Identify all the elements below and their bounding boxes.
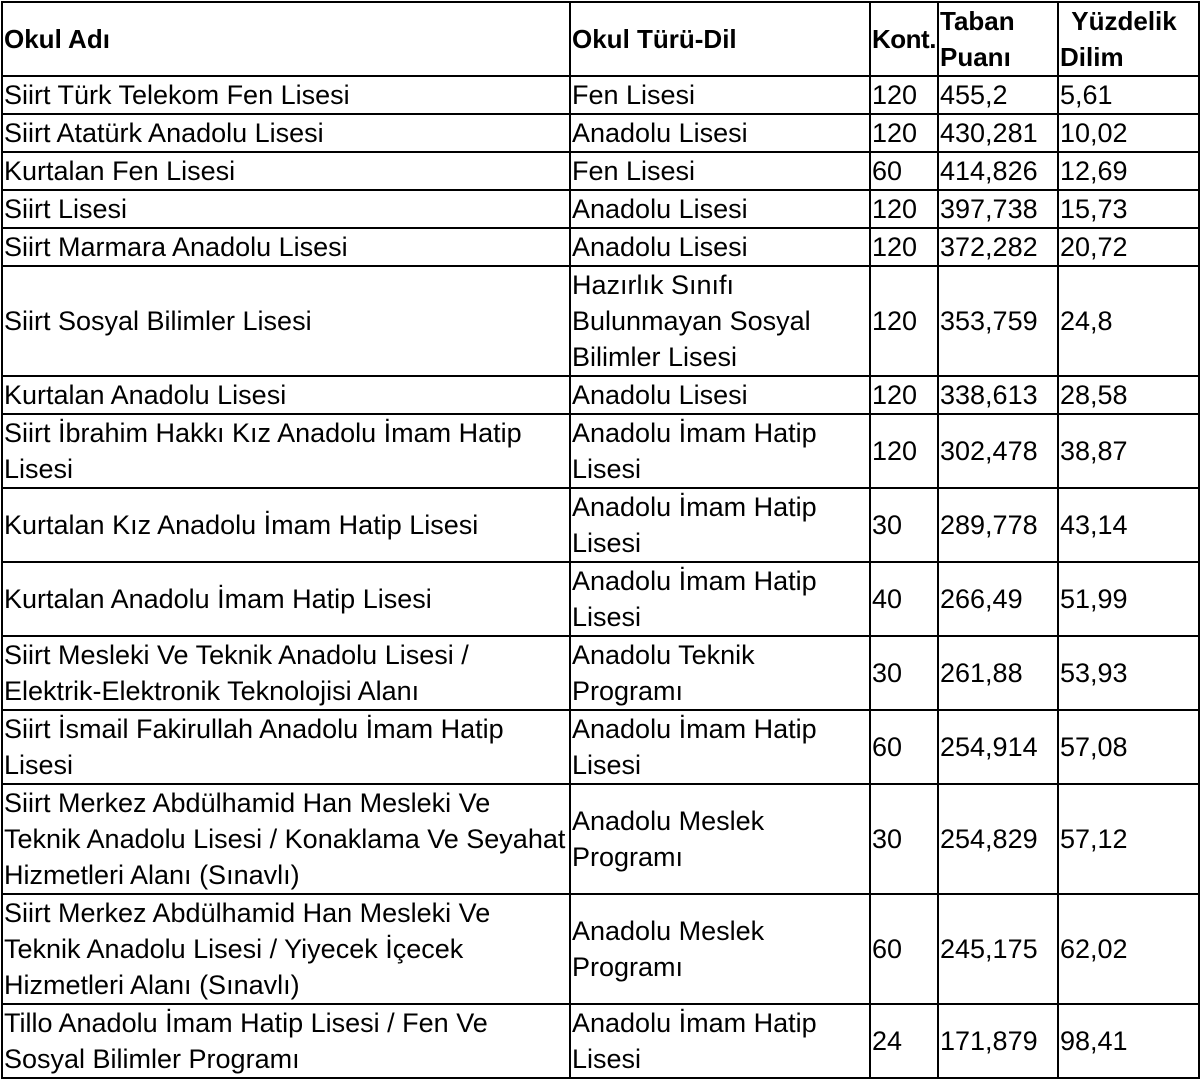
header-school-type: Okul Türü-Dil — [570, 2, 870, 76]
cell-quota: 60 — [870, 152, 938, 190]
header-row — [2, 2, 1199, 76]
table-row — [2, 190, 1199, 228]
cell-school-type: Anadolu İmam Hatip Lisesi — [570, 710, 870, 784]
table-row — [2, 266, 1199, 376]
table-row — [2, 376, 1199, 414]
cell-school-name: Kurtalan Anadolu İmam Hatip Lisesi — [2, 562, 570, 636]
cell-percentile: 57,12 — [1058, 784, 1199, 894]
table-row — [2, 414, 1199, 488]
cell-school-type: Fen Lisesi — [570, 76, 870, 114]
cell-quota: 120 — [870, 266, 938, 376]
cell-school-name: Kurtalan Anadolu Lisesi — [2, 376, 570, 414]
table-row — [2, 114, 1199, 152]
header-base-score — [938, 2, 1058, 76]
cell-percentile: 38,87 — [1058, 414, 1199, 488]
header-school-name: Okul Adı — [2, 2, 570, 76]
cell-base-score: 455,2 — [938, 76, 1058, 114]
cell-school-type: Hazırlık Sınıfı Bulunmayan Sosyal Bilimler Lisesi — [570, 266, 870, 376]
cell-school-name: Siirt Mesleki Ve Teknik Anadolu Lisesi / Elektrik-Elektronik Teknolojisi Alanı — [2, 636, 570, 710]
cell-base-score: 266,49 — [938, 562, 1058, 636]
cell-base-score: 254,829 — [938, 784, 1058, 894]
cell-school-type: Anadolu Teknik Programı — [570, 636, 870, 710]
cell-school-type: Fen Lisesi — [570, 152, 870, 190]
cell-school-type: Anadolu Lisesi — [570, 228, 870, 266]
cell-school-name: Siirt Marmara Anadolu Lisesi — [2, 228, 570, 266]
cell-school-type: Anadolu Meslek Programı — [570, 894, 870, 1004]
cell-school-type: Anadolu İmam Hatip Lisesi — [570, 562, 870, 636]
cell-percentile: 15,73 — [1058, 190, 1199, 228]
cell-base-score: 302,478 — [938, 414, 1058, 488]
cell-school-name: Siirt Merkez Abdülhamid Han Mesleki Ve Teknik Anadolu Lisesi / Yiyecek İçecek Hizmetleri Alanı (Sınavlı) — [2, 894, 570, 1004]
cell-quota: 30 — [870, 636, 938, 710]
cell-percentile: 62,02 — [1058, 894, 1199, 1004]
school-scores-table — [1, 1, 1200, 1079]
cell-quota: 120 — [870, 414, 938, 488]
cell-base-score: 414,826 — [938, 152, 1058, 190]
cell-school-name: Siirt Sosyal Bilimler Lisesi — [2, 266, 570, 376]
cell-percentile: 28,58 — [1058, 376, 1199, 414]
header-percentile-line2: Dilim — [1060, 42, 1124, 72]
table-row — [2, 1004, 1199, 1078]
cell-percentile: 5,61 — [1058, 76, 1199, 114]
header-percentile-line1: Yüzdelik — [1071, 6, 1177, 36]
header-base-score-line1: Taban — [940, 6, 1015, 36]
cell-percentile: 20,72 — [1058, 228, 1199, 266]
cell-quota: 120 — [870, 190, 938, 228]
cell-base-score: 353,759 — [938, 266, 1058, 376]
cell-percentile: 57,08 — [1058, 710, 1199, 784]
cell-percentile: 53,93 — [1058, 636, 1199, 710]
header-base-score-line2: Puanı — [940, 42, 1011, 72]
table-row — [2, 488, 1199, 562]
cell-quota: 40 — [870, 562, 938, 636]
cell-percentile: 43,14 — [1058, 488, 1199, 562]
cell-percentile: 12,69 — [1058, 152, 1199, 190]
cell-quota: 60 — [870, 710, 938, 784]
cell-base-score: 171,879 — [938, 1004, 1058, 1078]
cell-school-name: Tillo Anadolu İmam Hatip Lisesi / Fen Ve Sosyal Bilimler Programı — [2, 1004, 570, 1078]
cell-percentile: 10,02 — [1058, 114, 1199, 152]
cell-school-name: Siirt Merkez Abdülhamid Han Mesleki Ve Teknik Anadolu Lisesi / Konaklama Ve Seyahat Hizmetleri Alanı (Sınavlı) — [2, 784, 570, 894]
cell-school-type: Anadolu İmam Hatip Lisesi — [570, 488, 870, 562]
cell-school-name: Kurtalan Fen Lisesi — [2, 152, 570, 190]
cell-base-score: 261,88 — [938, 636, 1058, 710]
cell-school-type: Anadolu Lisesi — [570, 376, 870, 414]
cell-percentile: 98,41 — [1058, 1004, 1199, 1078]
cell-quota: 24 — [870, 1004, 938, 1078]
cell-school-name: Siirt İbrahim Hakkı Kız Anadolu İmam Hatip Lisesi — [2, 414, 570, 488]
table-row — [2, 562, 1199, 636]
cell-quota: 120 — [870, 228, 938, 266]
table-body — [2, 76, 1199, 1078]
cell-quota: 120 — [870, 114, 938, 152]
cell-school-name: Siirt Atatürk Anadolu Lisesi — [2, 114, 570, 152]
cell-school-name: Siirt Lisesi — [2, 190, 570, 228]
cell-school-name: Kurtalan Kız Anadolu İmam Hatip Lisesi — [2, 488, 570, 562]
cell-base-score: 430,281 — [938, 114, 1058, 152]
cell-school-type: Anadolu İmam Hatip Lisesi — [570, 1004, 870, 1078]
cell-quota: 120 — [870, 76, 938, 114]
table-row — [2, 636, 1199, 710]
cell-base-score: 397,738 — [938, 190, 1058, 228]
cell-base-score: 338,613 — [938, 376, 1058, 414]
cell-quota: 30 — [870, 488, 938, 562]
cell-school-name: Siirt İsmail Fakirullah Anadolu İmam Hatip Lisesi — [2, 710, 570, 784]
cell-percentile: 24,8 — [1058, 266, 1199, 376]
table-row — [2, 784, 1199, 894]
header-percentile — [1058, 2, 1199, 76]
cell-school-type: Anadolu Lisesi — [570, 190, 870, 228]
cell-base-score: 289,778 — [938, 488, 1058, 562]
cell-base-score: 245,175 — [938, 894, 1058, 1004]
table-row — [2, 894, 1199, 1004]
table-row — [2, 228, 1199, 266]
cell-base-score: 254,914 — [938, 710, 1058, 784]
header-quota: Kont. — [870, 2, 938, 76]
cell-percentile: 51,99 — [1058, 562, 1199, 636]
cell-base-score: 372,282 — [938, 228, 1058, 266]
cell-school-name: Siirt Türk Telekom Fen Lisesi — [2, 76, 570, 114]
table-row — [2, 76, 1199, 114]
cell-school-type: Anadolu Meslek Programı — [570, 784, 870, 894]
cell-school-type: Anadolu Lisesi — [570, 114, 870, 152]
table-row — [2, 710, 1199, 784]
cell-quota: 120 — [870, 376, 938, 414]
cell-quota: 60 — [870, 894, 938, 1004]
table-row — [2, 152, 1199, 190]
cell-school-type: Anadolu İmam Hatip Lisesi — [570, 414, 870, 488]
cell-quota: 30 — [870, 784, 938, 894]
